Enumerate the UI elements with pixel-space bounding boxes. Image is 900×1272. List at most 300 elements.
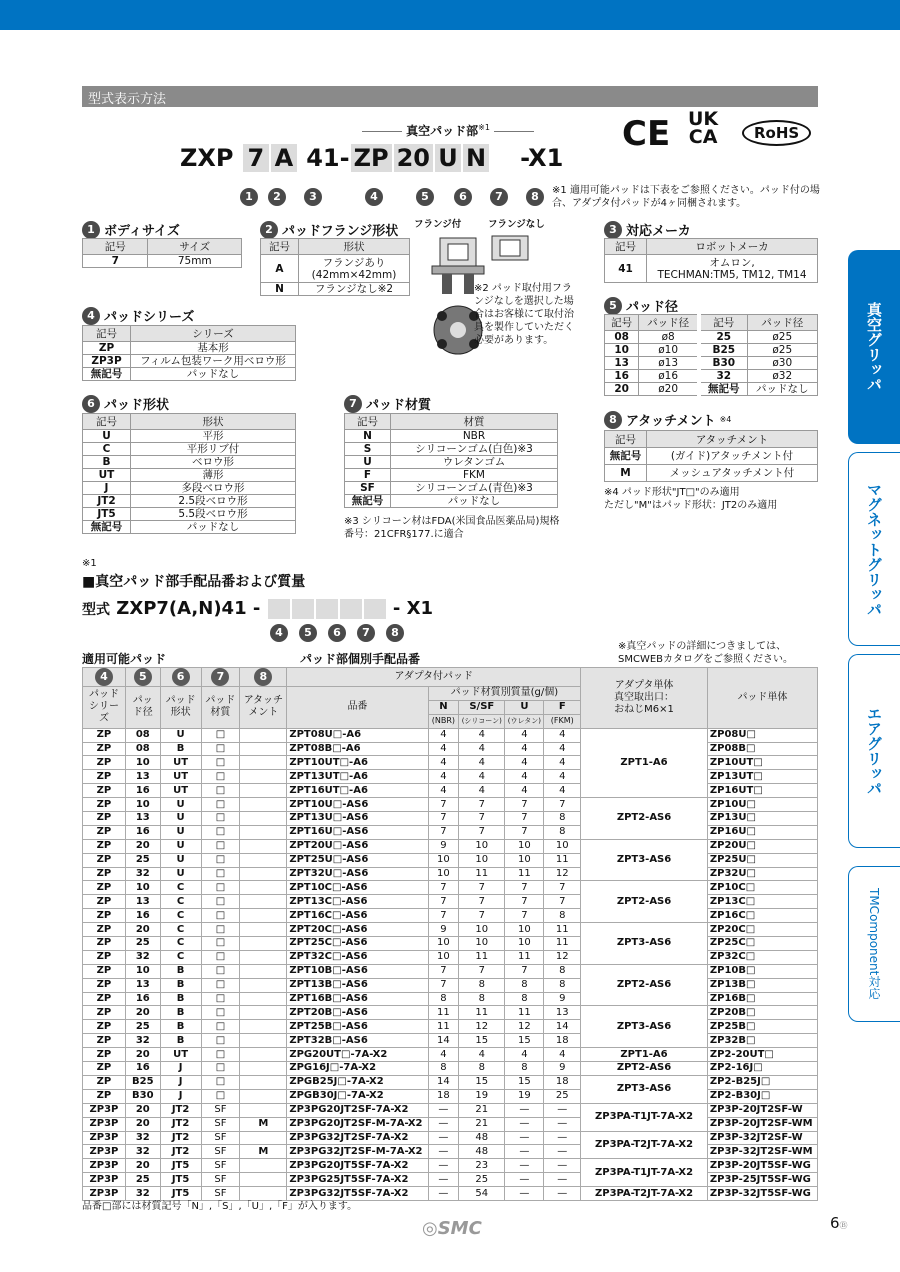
table-cell: □ bbox=[201, 950, 240, 964]
table-cell bbox=[240, 1173, 287, 1187]
table-cell: ZP3P bbox=[83, 1173, 126, 1187]
table-row bbox=[83, 964, 818, 978]
table-cell: ZPT13U□-AS6 bbox=[287, 812, 428, 826]
table-cell: 11 bbox=[544, 853, 581, 867]
table-row bbox=[83, 1173, 818, 1187]
table-cell: C bbox=[160, 923, 201, 937]
table-cell bbox=[240, 825, 287, 839]
table-cell: ZPT10U□-AS6 bbox=[287, 798, 428, 812]
footer-note: 品番□部には材質記号「N」,「S」,「U」,「F」が入ります。 bbox=[82, 1201, 358, 1212]
table-cell: 20 bbox=[125, 1048, 160, 1062]
table-cell bbox=[240, 756, 287, 770]
table-cell: ZPT16C□-AS6 bbox=[287, 909, 428, 923]
table-cell: 25 bbox=[125, 937, 160, 951]
s1-table: 記号 サイズ 7 75mm bbox=[82, 238, 242, 268]
table-cell: 20 bbox=[125, 839, 160, 853]
table-cell: ZPT20C□-AS6 bbox=[287, 923, 428, 937]
table-row bbox=[83, 950, 818, 964]
table-cell bbox=[240, 1006, 287, 1020]
table-cell: □ bbox=[201, 867, 240, 881]
table-cell: ZP bbox=[83, 728, 126, 742]
adapter-cell: ZPT3-AS6 bbox=[581, 839, 708, 881]
s3-title: 3 対応メーカ bbox=[604, 220, 691, 239]
ce-mark: CE bbox=[622, 114, 671, 154]
table-row bbox=[83, 1159, 818, 1173]
table-cell: 32 bbox=[125, 1131, 160, 1145]
table-cell: 4 bbox=[459, 742, 505, 756]
table-cell: 4 bbox=[428, 742, 459, 756]
table-row bbox=[83, 881, 818, 895]
table-row bbox=[83, 1131, 818, 1145]
table-header: (シリコーン) bbox=[459, 714, 505, 728]
table-cell: ZP bbox=[83, 964, 126, 978]
pad-cell: ZP13C□ bbox=[707, 895, 817, 909]
pad-cell: ZP3P-32JT2SF-W bbox=[707, 1131, 817, 1145]
table-cell: — bbox=[505, 1117, 544, 1131]
table-cell: 4 bbox=[505, 756, 544, 770]
pad-cell: ZP16B□ bbox=[707, 992, 817, 1006]
table-row bbox=[83, 895, 818, 909]
smc-logo: ◎SMC bbox=[422, 1218, 482, 1239]
table-cell: JT5 bbox=[160, 1159, 201, 1173]
table-cell: ZP bbox=[83, 784, 126, 798]
table-cell: — bbox=[428, 1131, 459, 1145]
table-cell: 7 bbox=[428, 798, 459, 812]
table-cell bbox=[240, 1048, 287, 1062]
table-cell: □ bbox=[201, 978, 240, 992]
s8-table: 記号 アタッチメント 無記号 (ガイド)アタッチメント付 M メッシュアタッチメント付 bbox=[604, 430, 818, 482]
table-cell: 8 bbox=[544, 825, 581, 839]
table-cell: 19 bbox=[459, 1089, 505, 1103]
table-cell: 10 bbox=[459, 923, 505, 937]
table-cell: 11 bbox=[505, 950, 544, 964]
table-row bbox=[83, 1117, 818, 1131]
page-number: 6Ⓑ bbox=[830, 1214, 848, 1232]
table-row bbox=[83, 1075, 818, 1089]
table-cell: 8 bbox=[544, 812, 581, 826]
table-cell: 10 bbox=[459, 937, 505, 951]
s8-title: 8 アタッチメント ※4 bbox=[604, 410, 731, 429]
table-header: アダプタ付パッド bbox=[287, 668, 581, 687]
table-cell: ZP bbox=[83, 881, 126, 895]
table-cell: 4 bbox=[505, 770, 544, 784]
s2-title: 2 パッドフランジ形状 bbox=[260, 220, 398, 239]
table-cell: □ bbox=[201, 992, 240, 1006]
tab-vacuum-gripper[interactable]: 真空グリッパ bbox=[848, 250, 900, 444]
table-cell: 15 bbox=[505, 1075, 544, 1089]
pad-cell: ZP32U□ bbox=[707, 867, 817, 881]
table-cell: ZP3PG32JT5SF-7A-X2 bbox=[287, 1187, 428, 1201]
part2-model: 型式 ZXP7(A,N)41 - - X1 bbox=[82, 598, 434, 619]
table-header: 7 bbox=[201, 668, 240, 687]
table-cell: ZPG16J□-7A-X2 bbox=[287, 1062, 428, 1076]
table-cell: 18 bbox=[428, 1089, 459, 1103]
table-cell: 20 bbox=[125, 1159, 160, 1173]
s1-title: 1 ボディサイズ bbox=[82, 220, 180, 239]
pad-cell: ZP3P-32JT5SF-WG bbox=[707, 1187, 817, 1201]
table-cell bbox=[240, 950, 287, 964]
table-cell: B25 bbox=[125, 1075, 160, 1089]
table-cell: 8 bbox=[505, 1062, 544, 1076]
table-cell: 10 bbox=[505, 937, 544, 951]
table-cell: 4 bbox=[505, 742, 544, 756]
table-cell: — bbox=[428, 1145, 459, 1159]
pad-cell: ZP32C□ bbox=[707, 950, 817, 964]
adapter-cell: ZP3PA-T1JT-7A-X2 bbox=[581, 1159, 708, 1187]
s4-table: 記号 シリーズ ZP 基本形 ZP3P フィルム包装ワーク用ベロウ形 無記号 パッドなし bbox=[82, 325, 296, 381]
table-cell bbox=[240, 1089, 287, 1103]
table-cell: ZP3P bbox=[83, 1187, 126, 1201]
table-row bbox=[83, 1145, 818, 1159]
s2-table: 記号 形状 A フランジあり (42mm×42mm) N フランジなし※2 bbox=[260, 238, 410, 296]
table-cell: — bbox=[544, 1173, 581, 1187]
table-cell: 8 bbox=[544, 909, 581, 923]
table-cell bbox=[240, 1020, 287, 1034]
table-cell: 11 bbox=[505, 1006, 544, 1020]
table-cell: 10 bbox=[505, 923, 544, 937]
table-cell: ZP3PG32JT2SF-7A-X2 bbox=[287, 1131, 428, 1145]
table-cell: 20 bbox=[125, 1117, 160, 1131]
table-cell: 32 bbox=[125, 950, 160, 964]
table-cell: B bbox=[160, 978, 201, 992]
table-cell bbox=[240, 798, 287, 812]
pad-cell: ZP16C□ bbox=[707, 909, 817, 923]
table-cell: □ bbox=[201, 798, 240, 812]
s6-title: 6 パッド形状 bbox=[82, 394, 169, 413]
table-cell: 16 bbox=[125, 784, 160, 798]
table-cell: 11 bbox=[505, 867, 544, 881]
table-cell: SF bbox=[201, 1187, 240, 1201]
table-cell: □ bbox=[201, 1048, 240, 1062]
table-row bbox=[83, 1048, 818, 1062]
table-cell: — bbox=[505, 1187, 544, 1201]
table-row bbox=[83, 853, 818, 867]
table-cell: ZPT16U□-AS6 bbox=[287, 825, 428, 839]
table-cell: 9 bbox=[544, 992, 581, 1006]
table-cell: □ bbox=[201, 1020, 240, 1034]
s5-title: 5 パッド径 bbox=[604, 296, 678, 315]
table-cell: 8 bbox=[459, 1062, 505, 1076]
table-cell: 4 bbox=[428, 770, 459, 784]
s6-table: 記号 形状 U 平形 C 平形リブ付 B ベロウ形 UT 薄形 J 多段ベロウ形 JT2 2.5段ベロウ形 JT5 5.5段ベロウ形 無記号 パッドなし bbox=[82, 413, 296, 534]
table-cell: 12 bbox=[505, 1020, 544, 1034]
table-cell: ZPT08B□-A6 bbox=[287, 742, 428, 756]
table-cell bbox=[240, 895, 287, 909]
table-row bbox=[83, 937, 818, 951]
table-cell: ZPT10UT□-A6 bbox=[287, 756, 428, 770]
table-cell: ZP3PG25JT5SF-7A-X2 bbox=[287, 1173, 428, 1187]
adapter-cell: ZPT1-A6 bbox=[581, 1048, 708, 1062]
table-cell: 10 bbox=[125, 756, 160, 770]
table-row bbox=[83, 784, 818, 798]
table-cell: ZP3PG20JT2SF-7A-X2 bbox=[287, 1103, 428, 1117]
table-cell: 20 bbox=[125, 923, 160, 937]
ukca-mark: UK CA bbox=[688, 108, 719, 148]
table-row bbox=[83, 1020, 818, 1034]
table-cell: 7 bbox=[428, 881, 459, 895]
table-cell: — bbox=[505, 1103, 544, 1117]
table-cell: ZP bbox=[83, 1062, 126, 1076]
table-cell bbox=[240, 1131, 287, 1145]
table-cell: — bbox=[428, 1173, 459, 1187]
table-cell: JT2 bbox=[160, 1117, 201, 1131]
table-cell: □ bbox=[201, 923, 240, 937]
pad-label: 真空パッド部$^{※1}$ bbox=[350, 122, 546, 139]
table-row bbox=[83, 825, 818, 839]
table-cell: 4 bbox=[459, 770, 505, 784]
table-cell bbox=[240, 867, 287, 881]
table-cell: 4 bbox=[544, 742, 581, 756]
table-cell: 4 bbox=[544, 1048, 581, 1062]
table-header: 4 bbox=[83, 668, 126, 687]
table-cell: 13 bbox=[125, 978, 160, 992]
table-cell: — bbox=[544, 1145, 581, 1159]
s5-table: 記号 パッド径 記号 パッド径 08 ø8 25 ø25 10 ø10 B25 ø25 13 ø13 B30 ø30 16 ø16 32 ø32 20 ø20 無記号 パッドなし bbox=[604, 314, 818, 396]
table-cell bbox=[240, 978, 287, 992]
model-code: ZXP 7 A 41- ZP 20 U N -X1 bbox=[180, 144, 564, 172]
table-cell: □ bbox=[201, 895, 240, 909]
pad-cell: ZP3P-25JT5SF-WG bbox=[707, 1173, 817, 1187]
table-cell: 14 bbox=[428, 1075, 459, 1089]
pad-cell: ZP20C□ bbox=[707, 923, 817, 937]
table-cell: — bbox=[544, 1117, 581, 1131]
table-cell: 7 bbox=[428, 964, 459, 978]
table-header: アダプタ単体 真空取出口： おねじM6×1 bbox=[581, 668, 708, 729]
note-2: ※2 パッド取付用フランジなしを選択した場合はお客様にて取付治具を製作していただく必要があります。 bbox=[474, 283, 574, 346]
pad-cell: ZP2-16J□ bbox=[707, 1062, 817, 1076]
table-header: 5 bbox=[125, 668, 160, 687]
table-cell: ZP bbox=[83, 895, 126, 909]
table-cell: 10 bbox=[428, 853, 459, 867]
table-cell: 14 bbox=[544, 1020, 581, 1034]
table-cell: ZPT32B□-AS6 bbox=[287, 1034, 428, 1048]
pad-cell: ZP20B□ bbox=[707, 1006, 817, 1020]
table-cell bbox=[240, 1187, 287, 1201]
table-cell bbox=[240, 964, 287, 978]
table-cell bbox=[240, 1062, 287, 1076]
table-cell: □ bbox=[201, 881, 240, 895]
table-row bbox=[83, 728, 818, 742]
table-cell: □ bbox=[201, 784, 240, 798]
table-cell: □ bbox=[201, 825, 240, 839]
table-cell: — bbox=[505, 1131, 544, 1145]
table-cell: 7 bbox=[428, 978, 459, 992]
table-cell: — bbox=[428, 1117, 459, 1131]
table-row bbox=[83, 812, 818, 826]
pad-cell: ZP25U□ bbox=[707, 853, 817, 867]
table-cell: U bbox=[160, 867, 201, 881]
table-cell: UT bbox=[160, 784, 201, 798]
table-cell: ZP bbox=[83, 756, 126, 770]
table-cell: SF bbox=[201, 1103, 240, 1117]
table-header: パッドシリーズ bbox=[83, 687, 126, 729]
adapter-cell: ZP3PA-T2JT-7A-X2 bbox=[581, 1187, 708, 1201]
table-cell: 7 bbox=[459, 798, 505, 812]
table-cell: ZPG20UT□-7A-X2 bbox=[287, 1048, 428, 1062]
table-header: 品番 bbox=[287, 687, 428, 729]
table-cell: 7 bbox=[428, 825, 459, 839]
table-cell: ZP bbox=[83, 978, 126, 992]
table-header: U bbox=[505, 700, 544, 714]
table-cell: 7 bbox=[544, 895, 581, 909]
table-cell: 13 bbox=[125, 770, 160, 784]
pad-cell: ZP10UT□ bbox=[707, 756, 817, 770]
table-cell: 08 bbox=[125, 728, 160, 742]
table-header: パッド単体 bbox=[707, 668, 817, 729]
pad-cell: ZP16UT□ bbox=[707, 784, 817, 798]
table-cell: ZP bbox=[83, 839, 126, 853]
table-row bbox=[83, 1062, 818, 1076]
table-row bbox=[83, 839, 818, 853]
table-cell: 8 bbox=[544, 978, 581, 992]
pad-cell: ZP08B□ bbox=[707, 742, 817, 756]
s3-table: 記号 ロボットメーカ 41 オムロン, TECHMAN:TM5, TM12, TM14 bbox=[604, 238, 818, 283]
table-cell: 25 bbox=[459, 1173, 505, 1187]
table-cell: ZPT20B□-AS6 bbox=[287, 1006, 428, 1020]
table-cell: ZP3P bbox=[83, 1145, 126, 1159]
adapter-cell: ZPT1-A6 bbox=[581, 728, 708, 797]
table-cell: 7 bbox=[428, 812, 459, 826]
table-cell bbox=[240, 992, 287, 1006]
table-cell: U bbox=[160, 839, 201, 853]
table-cell: ZPT10C□-AS6 bbox=[287, 881, 428, 895]
table-cell: 11 bbox=[428, 1006, 459, 1020]
table-cell: ZPT20U□-AS6 bbox=[287, 839, 428, 853]
table-cell: 18 bbox=[544, 1034, 581, 1048]
s4-title: 4 パッドシリーズ bbox=[82, 306, 194, 325]
table-cell: 21 bbox=[459, 1117, 505, 1131]
table-cell: 7 bbox=[459, 812, 505, 826]
table-cell: 4 bbox=[459, 756, 505, 770]
table-row bbox=[83, 770, 818, 784]
pad-cell: ZP2-20UT□ bbox=[707, 1048, 817, 1062]
pad-cell: ZP3P-20JT2SF-WM bbox=[707, 1117, 817, 1131]
table-cell: ZPT13C□-AS6 bbox=[287, 895, 428, 909]
table-cell: SF bbox=[201, 1117, 240, 1131]
table-cell: SF bbox=[201, 1131, 240, 1145]
table-cell: U bbox=[160, 798, 201, 812]
table-cell: □ bbox=[201, 756, 240, 770]
table-cell: □ bbox=[201, 1062, 240, 1076]
table-cell: 7 bbox=[428, 909, 459, 923]
table-row bbox=[83, 1006, 818, 1020]
note-3: ※3 シリコーン材はFDA(米国食品医薬品局)規格番号：21CFR§177.に適合 bbox=[344, 516, 560, 540]
table-cell: □ bbox=[201, 728, 240, 742]
table-cell: 19 bbox=[505, 1089, 544, 1103]
table-cell: 4 bbox=[428, 728, 459, 742]
table-cell: 11 bbox=[544, 923, 581, 937]
pad-cell: ZP3P-20JT5SF-WG bbox=[707, 1159, 817, 1173]
table-cell: 7 bbox=[505, 825, 544, 839]
table-cell: 11 bbox=[544, 937, 581, 951]
table-cell: ZP bbox=[83, 853, 126, 867]
table-row bbox=[83, 1034, 818, 1048]
table-row bbox=[83, 923, 818, 937]
table-cell bbox=[240, 909, 287, 923]
table-cell: 4 bbox=[459, 784, 505, 798]
pad-cell: ZP10C□ bbox=[707, 881, 817, 895]
pad-cell: ZP3P-32JT2SF-WM bbox=[707, 1145, 817, 1159]
table-cell: — bbox=[505, 1159, 544, 1173]
table-row bbox=[83, 1103, 818, 1117]
table-cell: 16 bbox=[125, 825, 160, 839]
table-row bbox=[83, 798, 818, 812]
table-cell: 13 bbox=[125, 812, 160, 826]
table-cell: ZP bbox=[83, 950, 126, 964]
table-cell: B bbox=[160, 742, 201, 756]
tab-air-gripper[interactable]: エアグリッパ bbox=[848, 654, 900, 848]
table-cell bbox=[240, 1103, 287, 1117]
table-cell: ZPGB30J□-7A-X2 bbox=[287, 1089, 428, 1103]
table-header: F bbox=[544, 700, 581, 714]
table-cell: U bbox=[160, 728, 201, 742]
flange-label: フランジ付 bbox=[414, 219, 462, 230]
individual-label: パッド部個別手配品番 bbox=[300, 652, 421, 666]
table-cell: □ bbox=[201, 964, 240, 978]
table-cell: ZP3P bbox=[83, 1159, 126, 1173]
noflange-label: フランジなし bbox=[488, 219, 545, 230]
table-cell: 15 bbox=[459, 1075, 505, 1089]
table-cell bbox=[240, 742, 287, 756]
table-cell: 10 bbox=[125, 964, 160, 978]
table-cell: J bbox=[160, 1089, 201, 1103]
note-4: ※4 パッド形状"JT□"のみ適用 ただし"M"はパッド形状：JT2のみ適用 bbox=[604, 487, 778, 511]
adapter-cell: ZPT3-AS6 bbox=[581, 1075, 708, 1103]
table-cell: SF bbox=[201, 1159, 240, 1173]
table-cell: — bbox=[428, 1187, 459, 1201]
table-cell: 21 bbox=[459, 1103, 505, 1117]
table-cell: ZPT10B□-AS6 bbox=[287, 964, 428, 978]
table-row bbox=[83, 1187, 818, 1201]
pad-cell: ZP2-B30J□ bbox=[707, 1089, 817, 1103]
table-cell: 10 bbox=[428, 867, 459, 881]
table-cell: JT5 bbox=[160, 1187, 201, 1201]
table-cell bbox=[240, 1034, 287, 1048]
table-cell: — bbox=[544, 1131, 581, 1145]
table-cell: ZP bbox=[83, 812, 126, 826]
table-cell: 11 bbox=[428, 1020, 459, 1034]
table-cell: B bbox=[160, 992, 201, 1006]
pad-cell: ZP13UT□ bbox=[707, 770, 817, 784]
table-cell bbox=[240, 881, 287, 895]
table-cell: 7 bbox=[459, 881, 505, 895]
table-cell: 8 bbox=[544, 964, 581, 978]
tab-tmcomponent[interactable]: TMComponent対応 bbox=[848, 866, 900, 1022]
table-cell: 4 bbox=[459, 728, 505, 742]
table-cell: ZPT16B□-AS6 bbox=[287, 992, 428, 1006]
table-cell bbox=[240, 812, 287, 826]
tab-magnet-gripper[interactable]: マグネットグリッパ bbox=[848, 452, 900, 646]
table-cell bbox=[240, 770, 287, 784]
table-cell: — bbox=[544, 1103, 581, 1117]
table-cell: ZP bbox=[83, 798, 126, 812]
table-header: 8 bbox=[240, 668, 287, 687]
pad-cell: ZP3P-20JT2SF-W bbox=[707, 1103, 817, 1117]
s7-table: 記号 材質 N NBR S シリコーンゴム(白色)※3 U ウレタンゴム F FKM SF シリコーンゴム(青色)※3 無記号 パッドなし bbox=[344, 413, 558, 508]
table-cell: 32 bbox=[125, 867, 160, 881]
table-cell: 16 bbox=[125, 1062, 160, 1076]
table-cell: M bbox=[240, 1145, 287, 1159]
table-cell: ZP bbox=[83, 1075, 126, 1089]
table-cell: 4 bbox=[544, 756, 581, 770]
table-header: S/SF bbox=[459, 700, 505, 714]
table-cell: 18 bbox=[544, 1075, 581, 1089]
table-cell: □ bbox=[201, 812, 240, 826]
table-cell: 8 bbox=[505, 992, 544, 1006]
table-cell: 8 bbox=[459, 992, 505, 1006]
table-cell: ZPT13UT□-A6 bbox=[287, 770, 428, 784]
table-cell: B30 bbox=[125, 1089, 160, 1103]
